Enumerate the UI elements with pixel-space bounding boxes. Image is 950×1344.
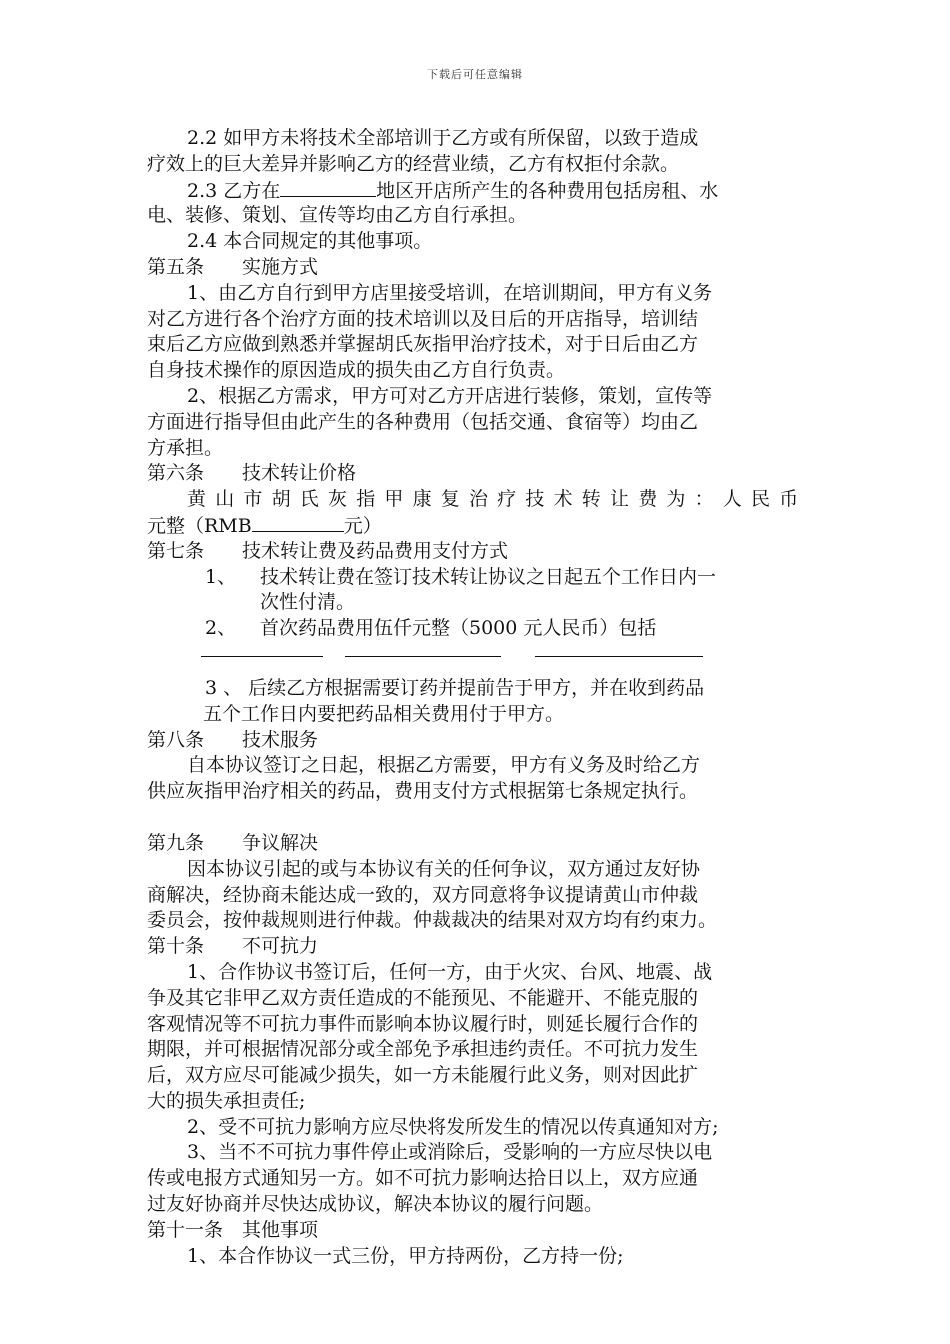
article-9-heading: [147, 831, 807, 857]
blank-line-1: [201, 656, 323, 657]
article-10-item-1-line-2: 争及其它非甲乙双方责任造成的不能预见、不能避开、不能克服的: [147, 986, 699, 1009]
article-8-title: 技术服务: [242, 728, 319, 751]
article-10-item-3-line-3: 过友好协商并尽快达成协议，解决本协议的履行问题。: [147, 1193, 604, 1216]
article-6-title: 技术转让价格: [242, 462, 357, 485]
article-9-line-1: 因本协议引起的或与本协议有关的任何争议，双方通过友好协: [187, 857, 701, 880]
article-10-item-3-line-1: 3、当不不可抗力事件停止或消除后，受影响的一方应尽快以电: [187, 1141, 713, 1164]
article-9-line-3: 委员会，按仲裁规则进行仲裁。仲裁裁决的结果对双方均有约束力。: [147, 909, 718, 932]
article-9-number: 第九条: [147, 831, 205, 854]
article-9-line-2: 商解决，经协商未能达成一致的，双方同意将争议提请黄山市仲裁: [147, 883, 699, 906]
amount-blank: [252, 513, 344, 532]
article-7-item-3-line-2: 五个工作日内要把药品相关费用付于甲方。: [203, 702, 565, 725]
article-5-item-1-line-1: 1、由乙方自行到甲方店里接受培训，在培训期间，甲方有义务: [187, 281, 713, 304]
article-7-title: 技术转让费及药品费用支付方式: [242, 539, 509, 562]
article-10-heading: [147, 934, 807, 960]
article-5-item-1-line-4: 自身技术操作的原因造成的损失由乙方自行负责。: [147, 359, 566, 382]
clause-2-2-line-2: 疗效上的巨大差异并影响乙方的经营业绩，乙方有权拒付余款。: [147, 152, 680, 175]
article-6-heading: [147, 461, 807, 487]
article-8-number: 第八条: [147, 728, 205, 751]
blank-line-2: [345, 656, 501, 657]
article-10-item-1-line-5: 后，双方应尽可能减少损失，如一方未能履行此义务，则对因此扩: [147, 1064, 699, 1087]
article-11-number: 第十一条: [147, 1218, 224, 1241]
article-5-title: 实施方式: [242, 255, 319, 278]
region-blank: [280, 178, 376, 197]
article-7-item-1-number: 1、: [205, 565, 237, 588]
article-8-line-2: 供应灰指甲治疗相关的药品，费用支付方式根据第七条规定执行。: [147, 780, 699, 803]
article-10-item-2: 2、受不可抗力影响方应尽快将发所发生的情况以传真通知对方;: [187, 1115, 719, 1138]
article-7-item-1-line-1: [147, 565, 807, 591]
article-11-heading: [147, 1218, 807, 1244]
article-6-prefix: 元整（RMB: [147, 514, 252, 537]
article-7-item-3-line-1: 3 、 后续乙方根据需要订药并提前告于甲方，并在收到药品: [205, 676, 705, 699]
paragraph-spacer: [147, 805, 807, 831]
clause-2-3-line-1: [147, 178, 807, 204]
article-11-title: 其他事项: [242, 1218, 319, 1241]
article-6-line-1: 黄山市胡氏灰指甲康复治疗技术转让费为：人民币: [187, 488, 808, 511]
article-10-title: 不可抗力: [242, 935, 319, 958]
article-7-item-2-line-1: [147, 616, 807, 642]
article-7-number: 第七条: [147, 539, 205, 562]
article-6-line-2: [147, 513, 807, 539]
article-10-item-1-line-3: 客观情况等不可抗力事件而影响本协议履行时，则延长履行合作的: [147, 1012, 699, 1035]
article-10-number: 第十条: [147, 935, 205, 958]
article-7-item-1-text: 技术转让费在签订技术转让协议之日起五个工作日内一: [260, 565, 717, 588]
clause-2-3-line-2: 电、装修、策划、宣传等均由乙方自行承担。: [147, 204, 528, 227]
article-5-item-1-line-3: 束后乙方应做到熟悉并掌握胡氏灰指甲治疗技术，对于日后由乙方: [147, 333, 699, 356]
article-9-title: 争议解决: [242, 831, 319, 854]
article-11-item-1: 1、本合作协议一式三份，甲方持两份，乙方持一份;: [187, 1244, 624, 1267]
article-7-heading: [147, 539, 807, 565]
article-5-number: 第五条: [147, 255, 205, 278]
article-7-blank-lines: [147, 642, 807, 676]
blank-line-3: [535, 656, 703, 657]
article-5-item-2-line-1: 2、根据乙方需求，甲方可对乙方开店进行装修，策划，宣传等: [187, 384, 713, 407]
article-7-item-1-line-2: 次性付清。: [260, 591, 356, 614]
article-5-item-2-line-3: 方承担。: [147, 436, 224, 459]
article-5-item-2-line-2: 方面进行指导但由此产生的各种费用（包括交通、食宿等）均由乙: [147, 410, 699, 433]
clause-2-4: 2.4 本合同规定的其他事项。: [187, 230, 433, 253]
article-7-item-2-number: 2、: [205, 617, 237, 640]
article-10-item-1-line-6: 大的损失承担责任;: [147, 1089, 306, 1112]
article-10-item-1-line-1: 1、合作协议书签订后，任何一方，由于火灾、台风、地震、战: [187, 960, 713, 983]
clause-2-3-suffix: 地区开店所产生的各种费用包括房租、水: [376, 179, 719, 202]
article-6-suffix: 元）: [343, 514, 382, 537]
clause-2-3-prefix: 2.3 乙方在: [187, 179, 281, 202]
article-6-number: 第六条: [147, 462, 205, 485]
article-10-item-3-line-2: 传或电报方式通知另一方。如不可抗力影响达拾日以上，双方应通: [147, 1167, 699, 1190]
article-7-item-2-text: 首次药品费用伍仟元整（5000 元人民币）包括: [260, 617, 657, 640]
page-header: 下载后可任意编辑: [427, 68, 523, 81]
article-5-heading: [147, 255, 807, 281]
clause-2-2-line-1: 2.2 如甲方未将技术全部培训于乙方或有所保留，以致于造成: [187, 127, 699, 149]
article-5-item-1-line-2: 对乙方进行各个治疗方面的技术培训以及日后的开店指导，培训结: [147, 307, 699, 330]
article-8-heading: [147, 728, 807, 754]
article-10-item-1-line-4: 期限，并可根据情况部分或全部免予承担违约责任。不可抗力发生: [147, 1038, 699, 1061]
article-8-line-1: 自本协议签订之日起，根据乙方需要，甲方有义务及时给乙方: [187, 754, 701, 777]
document-body: [147, 126, 807, 1269]
